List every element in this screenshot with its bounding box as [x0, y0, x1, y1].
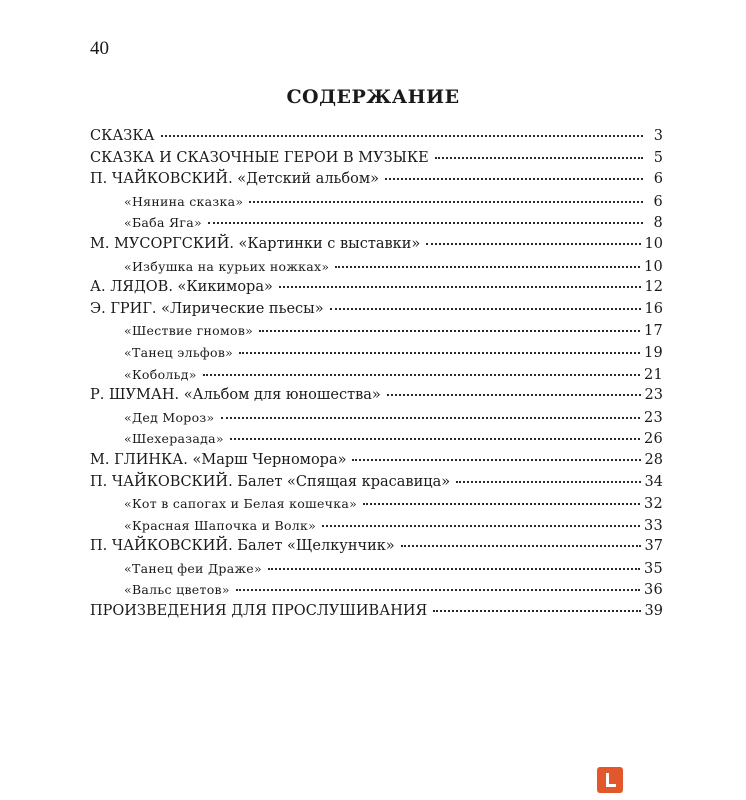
- toc-entry-title: СКАЗКА: [90, 128, 155, 144]
- toc-entry-page: 6: [653, 193, 663, 210]
- toc-entry-title: «Вальс цветов»: [124, 582, 230, 598]
- toc-entry: [90, 234, 663, 256]
- dot-leader: [208, 222, 643, 224]
- toc-entry: [90, 299, 663, 321]
- dot-leader: [322, 525, 640, 527]
- page-title: СОДЕРЖАНИЕ: [286, 86, 460, 108]
- toc-entry: [90, 126, 663, 148]
- dot-leader: [279, 286, 641, 288]
- toc-entry-page: 12: [644, 279, 663, 296]
- page-number: 40: [90, 38, 109, 59]
- toc-entry-page: 23: [643, 409, 663, 426]
- toc-entry-title: М. ГЛИНКА. «Марш Черномора»: [90, 451, 347, 468]
- toc-entry-page: 8: [653, 215, 663, 232]
- toc-subentry: [90, 191, 663, 213]
- toc-subentry: [90, 515, 663, 537]
- toc-entry-page: 10: [644, 235, 663, 252]
- toc-entry-page: 36: [643, 582, 663, 599]
- toc-entry: [90, 536, 663, 558]
- dot-leader: [259, 330, 640, 332]
- dot-leader: [335, 266, 640, 268]
- labirint-logo-icon: [597, 767, 623, 793]
- toc-entry-title: «Кот в сапогах и Белая кошечка»: [124, 496, 358, 512]
- toc-entry-title: СКАЗКА И СКАЗОЧНЫЕ ГЕРОИ В МУЗЫКЕ: [90, 149, 429, 166]
- toc-entry-page: 32: [643, 496, 663, 513]
- toc-entry-title: «Нянина сказка»: [124, 193, 244, 209]
- toc-entry-title: Э. ГРИГ. «Лирические пьесы»: [90, 300, 324, 317]
- toc-entry-title: П. ЧАЙКОВСКИЙ. «Детский альбом»: [90, 171, 380, 188]
- toc-entry: [90, 601, 663, 623]
- dot-leader: [401, 545, 641, 547]
- toc-subentry: [90, 493, 663, 515]
- toc-entry-page: 33: [643, 517, 663, 534]
- toc-entry-page: 28: [644, 451, 663, 468]
- dot-leader: [236, 589, 640, 591]
- toc-subentry: [90, 320, 663, 342]
- dot-leader: [249, 201, 643, 203]
- dot-leader: [221, 417, 640, 419]
- toc-entry: [90, 472, 663, 494]
- dot-leader: [330, 308, 641, 310]
- toc-entry-page: 21: [643, 366, 663, 383]
- toc-subentry: [90, 428, 663, 450]
- toc-entry-title: П. ЧАЙКОВСКИЙ. Балет «Щелкунчик»: [90, 538, 395, 555]
- dot-leader: [352, 459, 640, 461]
- toc-entry-title: «Танец феи Драже»: [124, 560, 262, 576]
- toc-subentry: [90, 579, 663, 601]
- toc-entry-title: М. МУСОРГСКИЙ. «Картинки с выставки»: [90, 235, 421, 252]
- dot-leader: [456, 481, 640, 483]
- toc-entry-title: «Шествие гномов»: [124, 323, 254, 339]
- dot-leader: [435, 157, 643, 159]
- toc-entry-title: «Баба Яга»: [124, 215, 202, 231]
- toc-entry-title: А. ЛЯДОВ. «Кикимора»: [90, 279, 273, 296]
- toc-entry-title: ПРОИЗВЕДЕНИЯ ДЛЯ ПРОСЛУШИВАНИЯ: [90, 603, 428, 620]
- dot-leader: [230, 438, 640, 440]
- toc-subentry: [90, 342, 663, 364]
- toc-subentry: [90, 364, 663, 386]
- dot-leader: [239, 352, 640, 354]
- dot-leader: [203, 374, 640, 376]
- toc-subentry: [90, 256, 663, 278]
- toc-entry-page: 10: [643, 258, 663, 275]
- toc-entry-title: «Танец эльфов»: [124, 344, 234, 360]
- toc-entry-page: 39: [644, 603, 663, 620]
- dot-leader: [363, 503, 640, 505]
- toc-entry-page: 26: [643, 431, 663, 448]
- toc-entry-title: «Дед Мороз»: [124, 409, 215, 425]
- dot-leader: [161, 135, 643, 137]
- dot-leader: [426, 243, 640, 245]
- table-of-contents: [90, 126, 663, 623]
- toc-entry-page: 37: [644, 538, 663, 555]
- dot-leader: [387, 394, 641, 396]
- toc-subentry: [90, 407, 663, 429]
- toc-entry-page: 17: [643, 323, 663, 340]
- toc-entry-page: 35: [643, 560, 663, 577]
- toc-entry-page: 16: [644, 300, 663, 317]
- toc-entry-page: 5: [653, 149, 663, 166]
- toc-entry-title: Р. ШУМАН. «Альбом для юношества»: [90, 387, 381, 404]
- toc-entry: [90, 385, 663, 407]
- toc-entry-page: 23: [644, 387, 663, 404]
- toc-entry-title: «Красная Шапочка и Волк»: [124, 517, 317, 533]
- toc-entry-page: 6: [653, 171, 663, 188]
- toc-entry-title: «Избушка на курьих ножках»: [124, 258, 330, 274]
- toc-entry-title: «Кобольд»: [124, 366, 197, 382]
- toc-entry: [90, 148, 663, 170]
- dot-leader: [433, 610, 640, 612]
- toc-entry: [90, 277, 663, 299]
- toc-entry-page: 19: [643, 344, 663, 361]
- toc-entry: [90, 450, 663, 472]
- toc-entry-title: П. ЧАЙКОВСКИЙ. Балет «Спящая красавица»: [90, 473, 451, 490]
- toc-entry: [90, 169, 663, 191]
- toc-entry-page: 3: [653, 128, 663, 144]
- toc-subentry: [90, 558, 663, 580]
- toc-entry-title: «Шехеразада»: [124, 431, 224, 447]
- dot-leader: [268, 568, 640, 570]
- dot-leader: [385, 178, 643, 180]
- toc-subentry: [90, 212, 663, 234]
- toc-entry-page: 34: [644, 473, 663, 490]
